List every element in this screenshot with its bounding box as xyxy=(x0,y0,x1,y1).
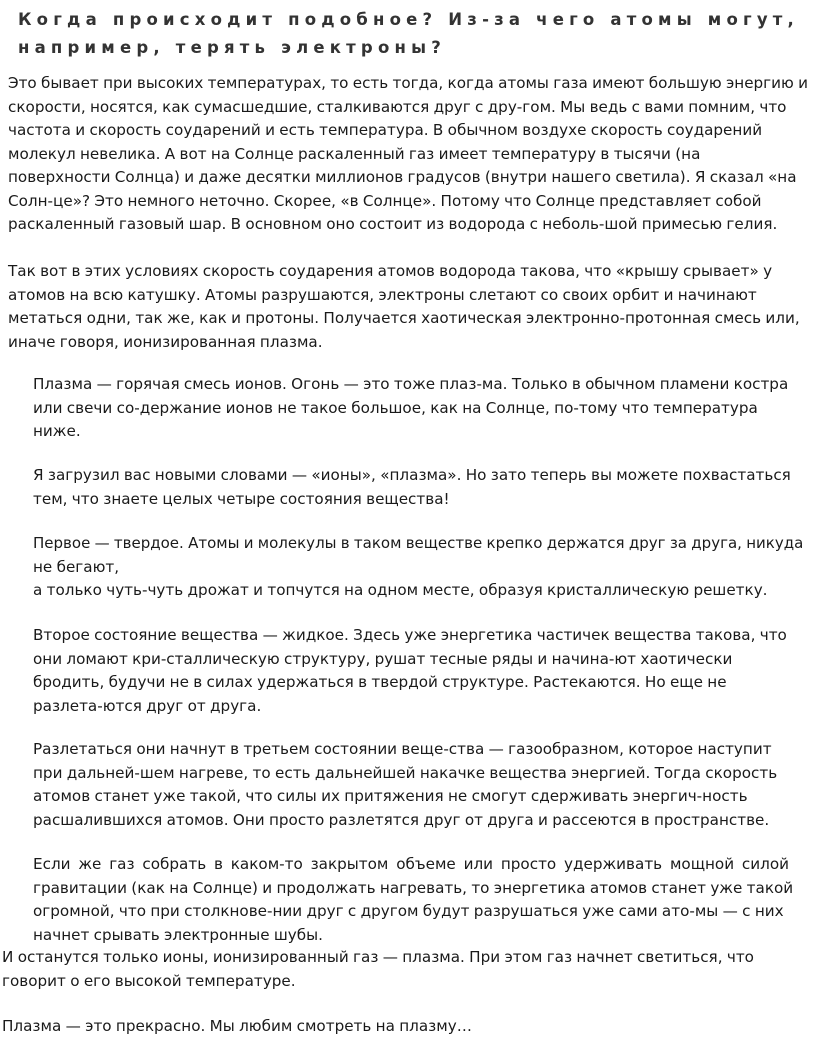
paragraph-closing xyxy=(2,1015,807,1039)
text-line: огромной, что при столкнове-нии друг с другом будут разрушаться уже сами ато-мы — с них xyxy=(33,902,784,920)
text-line: Разлетаться они начнут в третьем состоянии веще-ства — газообразном, которое наступит xyxy=(33,740,772,758)
text-line: они ломают кри-сталлическую структуру, рушат тесные ряды и начина-ют хаотически xyxy=(33,649,733,668)
text-line: Это бывает при высоких температурах, то есть тогда, когда атомы газа имеют большую энергию и xyxy=(8,74,808,92)
paragraph-gas-state xyxy=(33,738,803,832)
text-line: атомов на всю катушку. Атомы разрушаются, электроны слетают со своих орбит и начинают xyxy=(8,285,757,304)
text-line: а только чуть-чуть дрожат и топчутся на одном месте, образуя кристаллическую решетку. xyxy=(33,581,768,599)
heading-line-2: например, терять электроны? xyxy=(18,38,446,57)
text-line: поверхности Солнца) и даже десятки миллионов градусов (внутри нашего светила). Я сказал «на xyxy=(8,168,797,186)
text-line: молекул невелика. А вот на Солнце раскаленный газ имеет температуру в тысячи (на xyxy=(8,144,701,163)
text-line: Плазма — горячая смесь ионов. Огонь — это тоже плаз-ма. Только в обычном пламени костра xyxy=(33,375,789,393)
text-line: гравитации (как на Солнце) и продолжать нагревать, то энергетика атомов станет уже такой xyxy=(33,878,794,897)
text-line: при дальней-шем нагреве, то есть дальнейшей накачке вещества энергией. Тогда скорость xyxy=(33,763,778,782)
text-line: расшалившихся атомов. Они просто разлетятся друг от друга и рассеются в пространстве. xyxy=(33,810,770,829)
paragraph-ions-remain xyxy=(2,946,807,993)
heading-line-1: Когда происходит подобное? Из-за чего атомы могут, xyxy=(18,10,800,29)
text-line: Первое — твердое. Атомы и молекулы в таком веществе крепко держатся друг за друга, никуда xyxy=(33,534,804,552)
text-line: разлета-ются друг от друга. xyxy=(33,696,262,715)
text-line: иначе говоря, ионизированная плазма. xyxy=(8,332,323,351)
text-line: Если же газ собрать в каком-то закрытом объеме или просто удерживать мощной силой xyxy=(33,855,790,873)
text-line: Второе состояние вещества — жидкое. Здесь уже энергетика частичек вещества такова, что xyxy=(33,626,787,644)
paragraph-solid-state xyxy=(33,532,803,603)
paragraph-high-temperature xyxy=(8,72,808,237)
paragraph-plasma-state xyxy=(33,853,803,947)
text-line: начнет срывать электронные шубы. xyxy=(33,925,323,944)
paragraph-plasma-definition xyxy=(33,373,803,444)
paragraph-ionization xyxy=(8,260,808,354)
text-line: И останутся только ионы, ионизированный газ — плазма. При этом газ начнет светиться, что xyxy=(2,948,754,966)
text-line: Солн-це»? Это немного неточно. Скорее, «в Солнце». Потому что Солнце представляет собой xyxy=(8,191,762,210)
text-line: Я загрузил вас новыми словами — «ионы», «плазма». Но зато теперь вы можете похвастаться xyxy=(33,466,791,484)
text-line: скорости, носятся, как сумасшедшие, сталкиваются друг с дру-гом. Мы ведь с вами помним, что xyxy=(8,97,787,116)
text-line: бродить, будучи не в силах удержаться в твердой структуре. Растекаются. Но еще не xyxy=(33,673,727,691)
text-line: ниже. xyxy=(33,422,81,440)
text-line: атомов станет уже такой, что силы их притяжения не смогут сдерживать энергич-ность xyxy=(33,787,748,805)
text-line: не бегают, xyxy=(33,557,120,576)
text-line: тем, что знаете целых четыре состояния вещества! xyxy=(33,489,450,508)
text-line: Так вот в этих условиях скорость соударения атомов водорода такова, что «крышу срывает» у xyxy=(8,262,773,280)
text-line: метаться одни, так же, как и протоны. Получается хаотическая электронно-протонная смесь или, xyxy=(8,309,800,327)
text-line: или свечи со-держание ионов не такое большое, как на Солнце, по-тому что температура xyxy=(33,398,758,417)
paragraph-liquid-state xyxy=(33,624,803,718)
text-line: Плазма — это прекрасно. Мы любим смотреть на плазму… xyxy=(2,1017,472,1035)
paragraph-new-words xyxy=(33,464,803,511)
text-line: говорит о его высокой температуре. xyxy=(2,971,296,990)
page-heading xyxy=(18,6,808,62)
text-line: частота и скорость соударений и есть температура. В обычном воздухе скорость соударений xyxy=(8,121,763,139)
text-line: раскаленный газовый шар. В основном оно состоит из водорода с неболь-шой примесью гелия. xyxy=(8,215,778,233)
